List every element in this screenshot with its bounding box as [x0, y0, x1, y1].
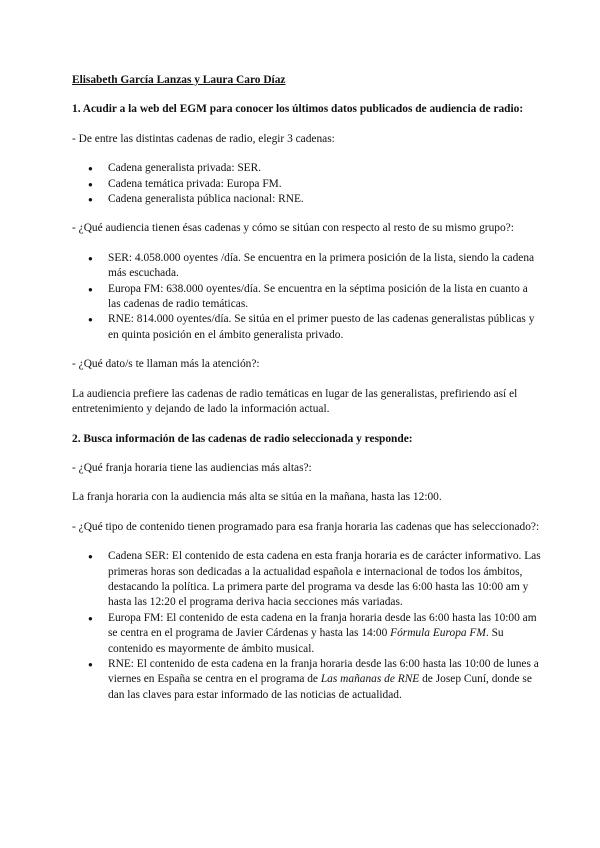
list-item: ● Cadena SER: El contenido de esta cadena en esta franja horaria es de carácter informativo. Las primeras horas son dedicadas a la actualidad española e internacional de todos los ámbitos, destacando la política. La primera parte del programa va desde las 6:00 hasta las 10:00 am y hasta las 12:20 el programa deriva hacia secciones más variadas.: [108, 549, 542, 611]
list-item: ● Cadena generalista pública nacional: RNE.: [108, 192, 542, 207]
section-1-answer-3: La audiencia prefiere las cadenas de radio temáticas en lugar de las generalistas, prefiriendo así el entretenimiento y dejando de lado la información actual.: [72, 387, 518, 416]
document-page: [72, 64, 542, 703]
section-2-prompt-1: - ¿Qué franja horaria tiene las audiencias más altas?:: [72, 461, 312, 474]
list-item: [108, 611, 542, 657]
section-1-prompt-1: - De entre las distintas cadenas de radio, elegir 3 cadenas:: [72, 132, 335, 145]
list-item: ● Europa FM: 638.000 oyentes/día. Se encuentra en la séptima posición de la lista en cuanto a las cadenas de radio temáticas.: [108, 282, 542, 313]
section-1-prompt-3: - ¿Qué dato/s te llaman más la atención?:: [72, 358, 260, 371]
audiences-list: [72, 251, 542, 343]
section-1-heading: 1. Acudir a la web del EGM para conocer los últimos datos publicados de audiencia de radio:: [72, 103, 524, 116]
list-item: ● Cadena generalista privada: SER.: [108, 161, 542, 176]
europa-text-end: . Su contenido es mayormente de ámbito musical.: [108, 627, 504, 655]
list-item: ● Cadena temática privada: Europa FM.: [108, 177, 542, 192]
program-title: Fórmula Europa FM: [390, 627, 486, 640]
section-2-prompt-2: - ¿Qué tipo de contenido tienen programado para esa franja horaria las cadenas que has seleccionado?:: [72, 520, 540, 533]
document-authors: Elisabeth García Lanzas y Laura Caro Díaz: [72, 74, 286, 86]
europa-text-start: Europa FM: El contenido de esta cadena en la franja horaria desde las 6:00 hasta las 10:00 am se centra en el programa de Javier Cárdenas y hasta las 14:00: [108, 611, 537, 640]
section-2-answer-1: La franja horaria con la audiencia más alta se sitúa en la mañana, hasta las 12:00.: [72, 491, 442, 504]
list-item: ● RNE: 814.000 oyentes/día. Se sitúa en el primer puesto de las cadenas generalistas públicas y en quinta posición en el ámbito generalista privado.: [108, 312, 542, 343]
list-item: ● SER: 4.058.000 oyentes /día. Se encuentra en la primera posición de la lista, siendo la cadena más escuchada.: [108, 251, 542, 282]
list-item: [108, 657, 542, 703]
content-list: [72, 549, 542, 703]
program-title: Las mañanas de RNE: [320, 673, 420, 686]
rne-text-end: de Josep Cuní, donde se dan las claves para estar informado de las noticias de actualidad.: [108, 673, 532, 701]
section-2-heading: 2. Busca información de las cadenas de radio seleccionada y responde:: [72, 432, 413, 445]
rne-text-start: RNE: El contenido de esta cadena en la franja horaria desde las 6:00 hasta las 10:00 de lunes a viernes en España se centra en el programa de: [108, 657, 539, 686]
chains-list: [72, 161, 542, 207]
section-1-prompt-2: - ¿Qué audiencia tienen ésas cadenas y cómo se sitúan con respecto al resto de su mismo grupo?:: [72, 222, 514, 235]
